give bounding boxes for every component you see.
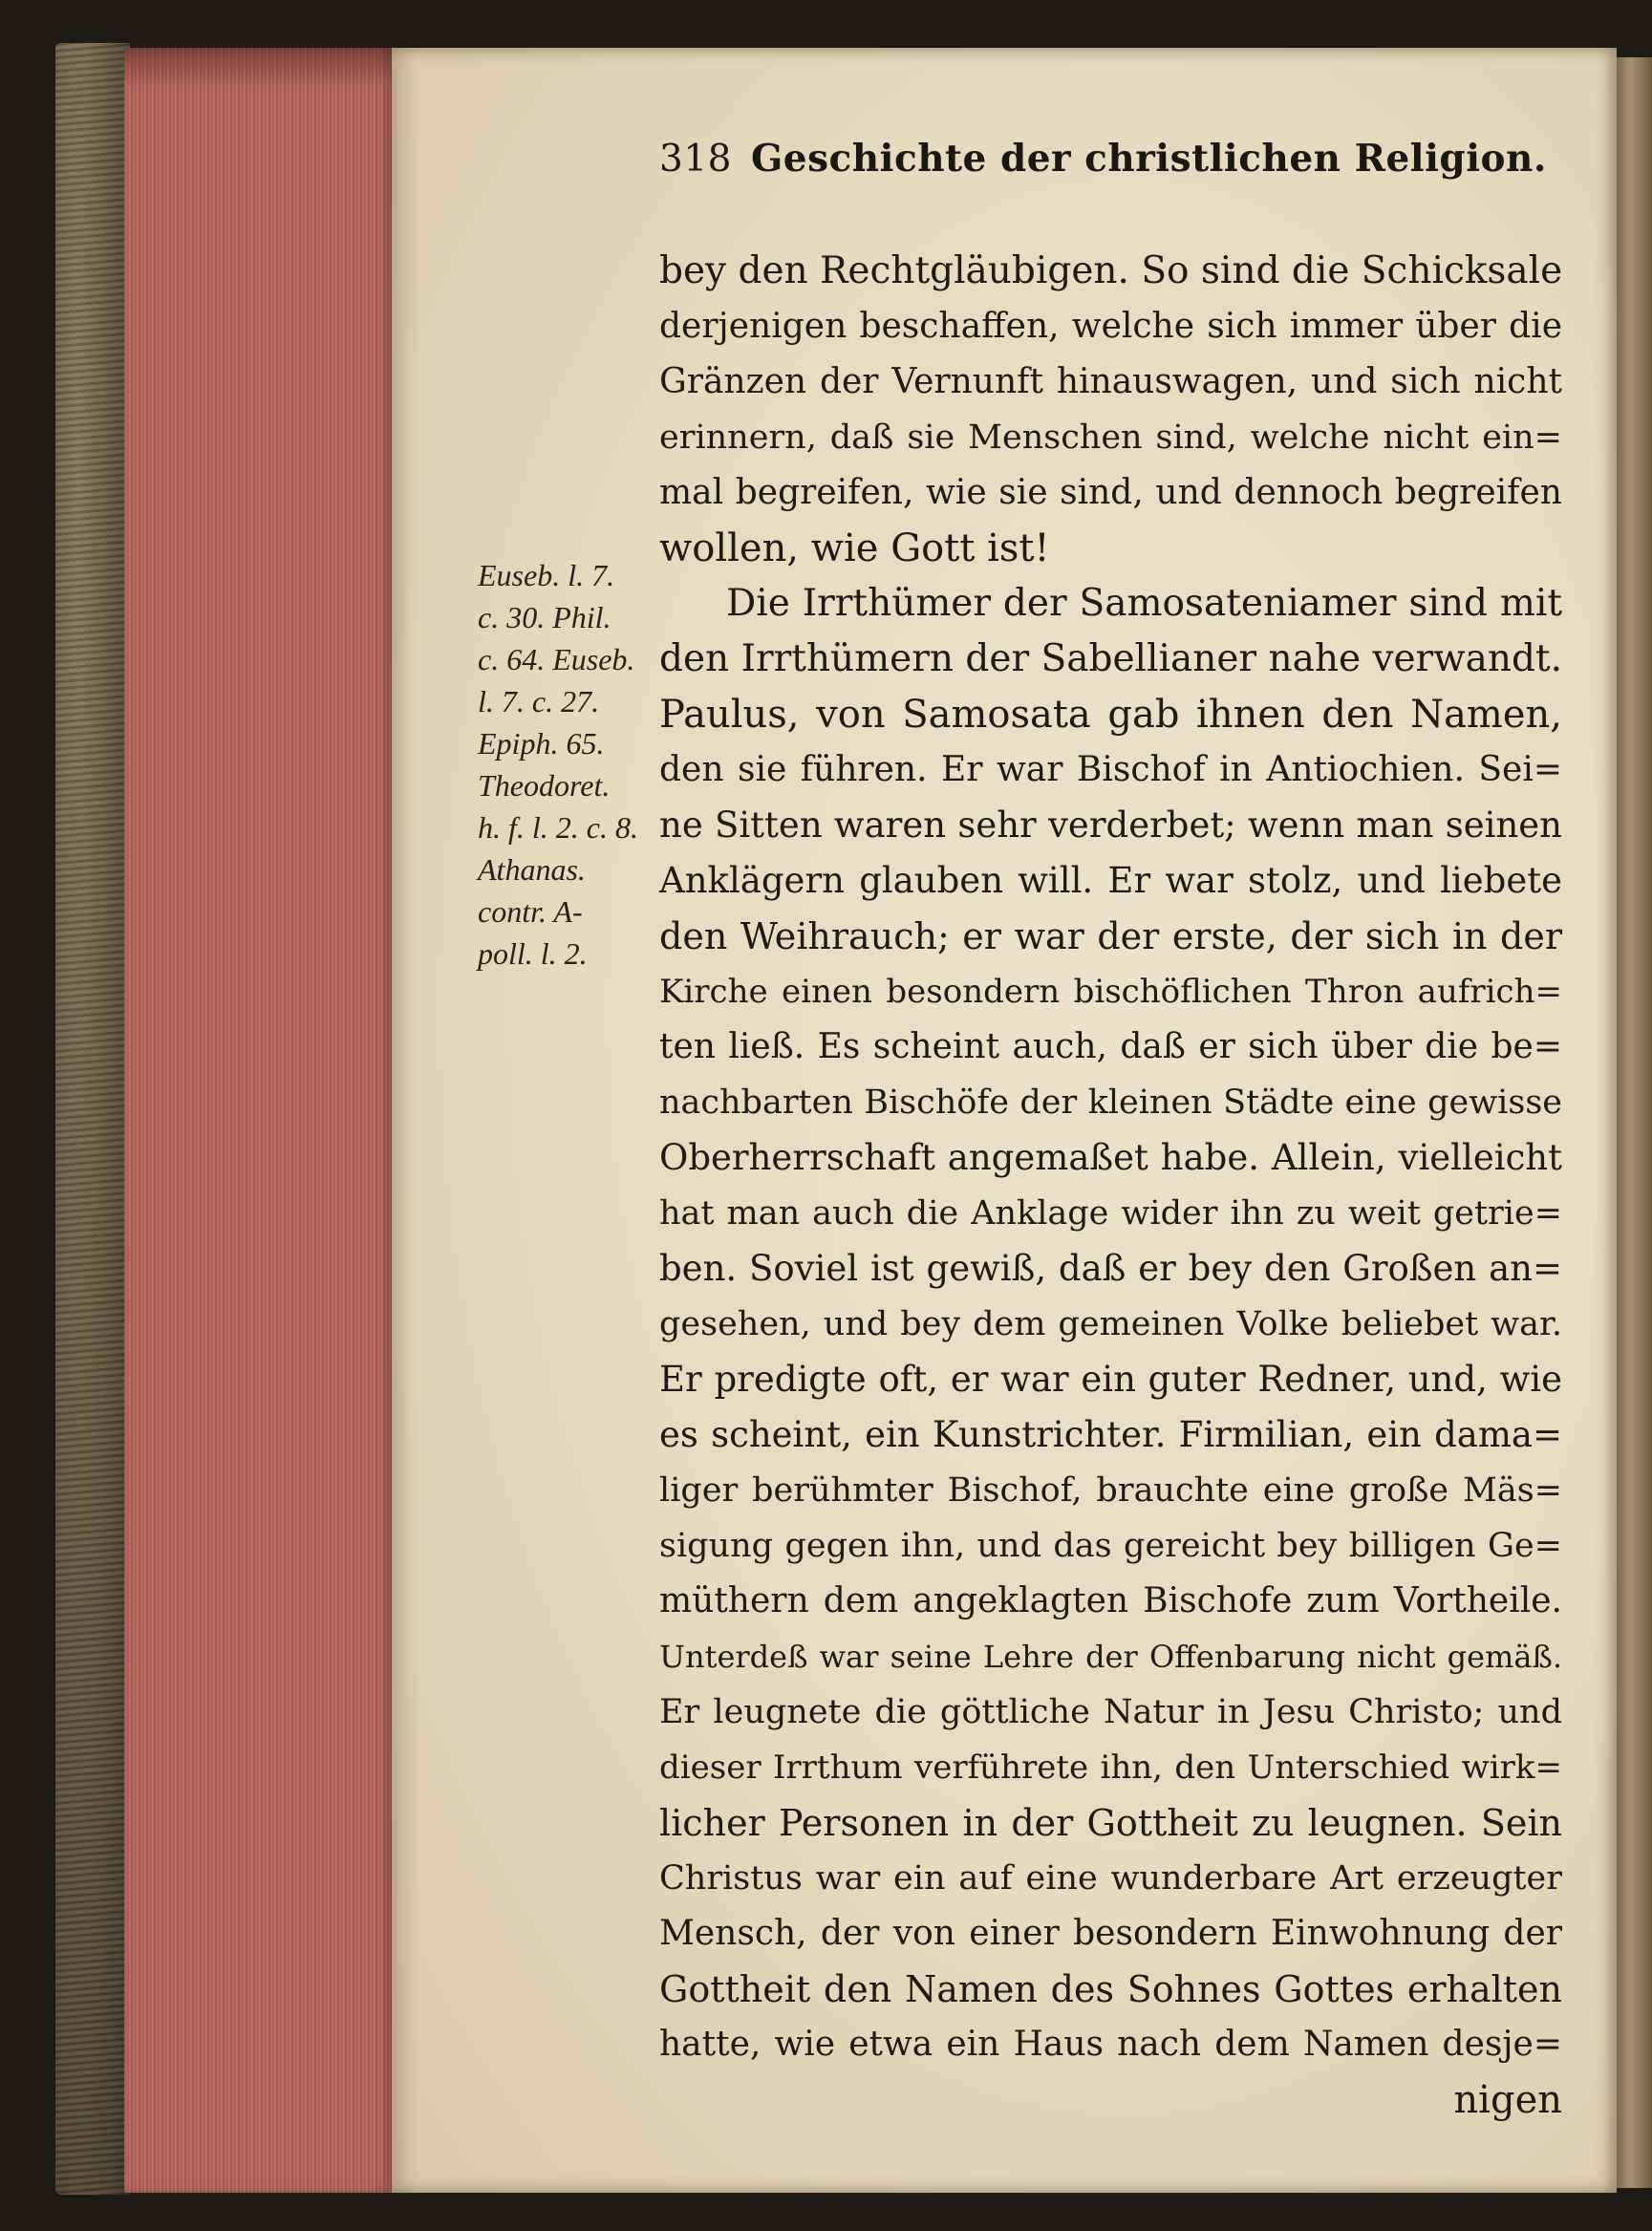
text-line: licher Personen in der Gottheit zu leugnen. Sein — [659, 1802, 1562, 1844]
text-line: ne Sitten waren sehr verderbet; wenn man seinen — [659, 804, 1562, 846]
margin-note: contr. A- — [478, 894, 583, 929]
text-line: wollen, wie Gott ist! — [659, 526, 1050, 570]
text-line: mal begreifen, wie sie sind, und dennoch begreifen — [659, 473, 1562, 512]
text-line: den Irrthümern der Sabellianer nahe verwandt. — [659, 637, 1562, 680]
book-cover — [55, 43, 130, 2195]
margin-note: c. 64. Euseb. — [478, 642, 635, 676]
text-line: den sie führen. Er war Bischof in Antiochien. Sei= — [659, 750, 1562, 789]
text-line: Paulus, von Samosata gab ihnen den Namen, — [659, 693, 1562, 737]
margin-notes — [478, 554, 659, 975]
text-line: hat man auch die Anklage wider ihn zu weit getrie= — [659, 1194, 1562, 1233]
margin-note: Athanas. — [478, 852, 586, 887]
text-line: Kirche einen besondern bischöflichen Thron aufrich= — [659, 973, 1562, 1011]
text-line: Mensch, der von einer besondern Einwohnung der — [659, 1914, 1562, 1953]
text-line: sigung gegen ihn, und das gereicht bey billigen Ge= — [659, 1527, 1562, 1565]
page-title: Geschichte der christlichen Religion. — [750, 137, 1547, 181]
text-line: Die Irrthümer der Samosateniamer sind mit — [726, 582, 1562, 625]
margin-note: c. 30. Phil. — [478, 600, 611, 634]
text-line: hatte, wie etwa ein Haus nach dem Namen desje= — [659, 2025, 1562, 2064]
text-line: Unterdeß war seine Lehre der Offenbarung nicht gemäß. — [659, 1639, 1562, 1675]
text-line: Er predigte oft, er war ein guter Redner, und, wie — [659, 1359, 1562, 1400]
text-line: Christus war ein auf eine wunderbare Art erzeugter — [659, 1859, 1562, 1898]
text-line: liger berühmter Bischof, brauchte eine große Mäs= — [659, 1471, 1562, 1510]
text-line: dieser Irrthum verführete ihn, den Unterschied wirk= — [659, 1748, 1562, 1787]
text-line: müthern dem angeklagten Bischofe zum Vortheile. — [659, 1581, 1562, 1620]
catchword: nigen — [1453, 2078, 1562, 2122]
margin-note: h. f. l. 2. c. 8. — [478, 810, 638, 845]
margin-note: l. 7. c. 27. — [478, 684, 600, 719]
text-line: gesehen, und bey dem gemeinen Volke beliebet war. — [659, 1305, 1562, 1343]
text-line: Gränzen der Vernunft hinauswagen, und sich nicht — [659, 362, 1562, 401]
facing-page-edge — [1617, 57, 1652, 2188]
page-number: 318 — [659, 138, 732, 181]
text-line: Oberherrschaft angemaßet habe. Allein, vielleicht — [659, 1137, 1562, 1178]
text-line: Er leugnete die göttliche Natur in Jesu Christo; und — [659, 1693, 1562, 1731]
page-edges-shadow — [124, 48, 392, 86]
page-edges — [124, 48, 392, 2193]
text-line: derjenigen beschaffen, welche sich immer über die — [659, 307, 1562, 346]
text-line: bey den Rechtgläubigen. So sind die Schicksale — [659, 249, 1563, 292]
text-line: Gottheit den Namen des Sohnes Gottes erhalten — [659, 1968, 1562, 2010]
margin-note: Euseb. l. 7. — [478, 558, 615, 592]
text-line: Anklägern glauben will. Er war stolz, und liebete — [659, 860, 1562, 901]
margin-note: Epiph. 65. — [478, 726, 605, 761]
text-line: erinnern, daß sie Menschen sind, welche nicht ein= — [659, 418, 1562, 457]
text-line: es scheint, ein Kunstrichter. Firmilian, ein dama= — [659, 1414, 1562, 1455]
body-text — [659, 244, 1562, 2128]
text-line: ten ließ. Es scheint auch, daß er sich über die be= — [659, 1027, 1562, 1066]
text-line: ben. Soviel ist gewiß, daß er bey den Großen an= — [659, 1248, 1562, 1289]
margin-note: poll. l. 2. — [478, 936, 588, 971]
text-line: den Weihrauch; er war der erste, der sich in der — [659, 915, 1562, 957]
margin-note: Theodoret. — [478, 768, 611, 803]
text-line: nachbarten Bischöfe der kleinen Städte eine gewisse — [659, 1083, 1562, 1122]
running-head — [659, 137, 1557, 204]
